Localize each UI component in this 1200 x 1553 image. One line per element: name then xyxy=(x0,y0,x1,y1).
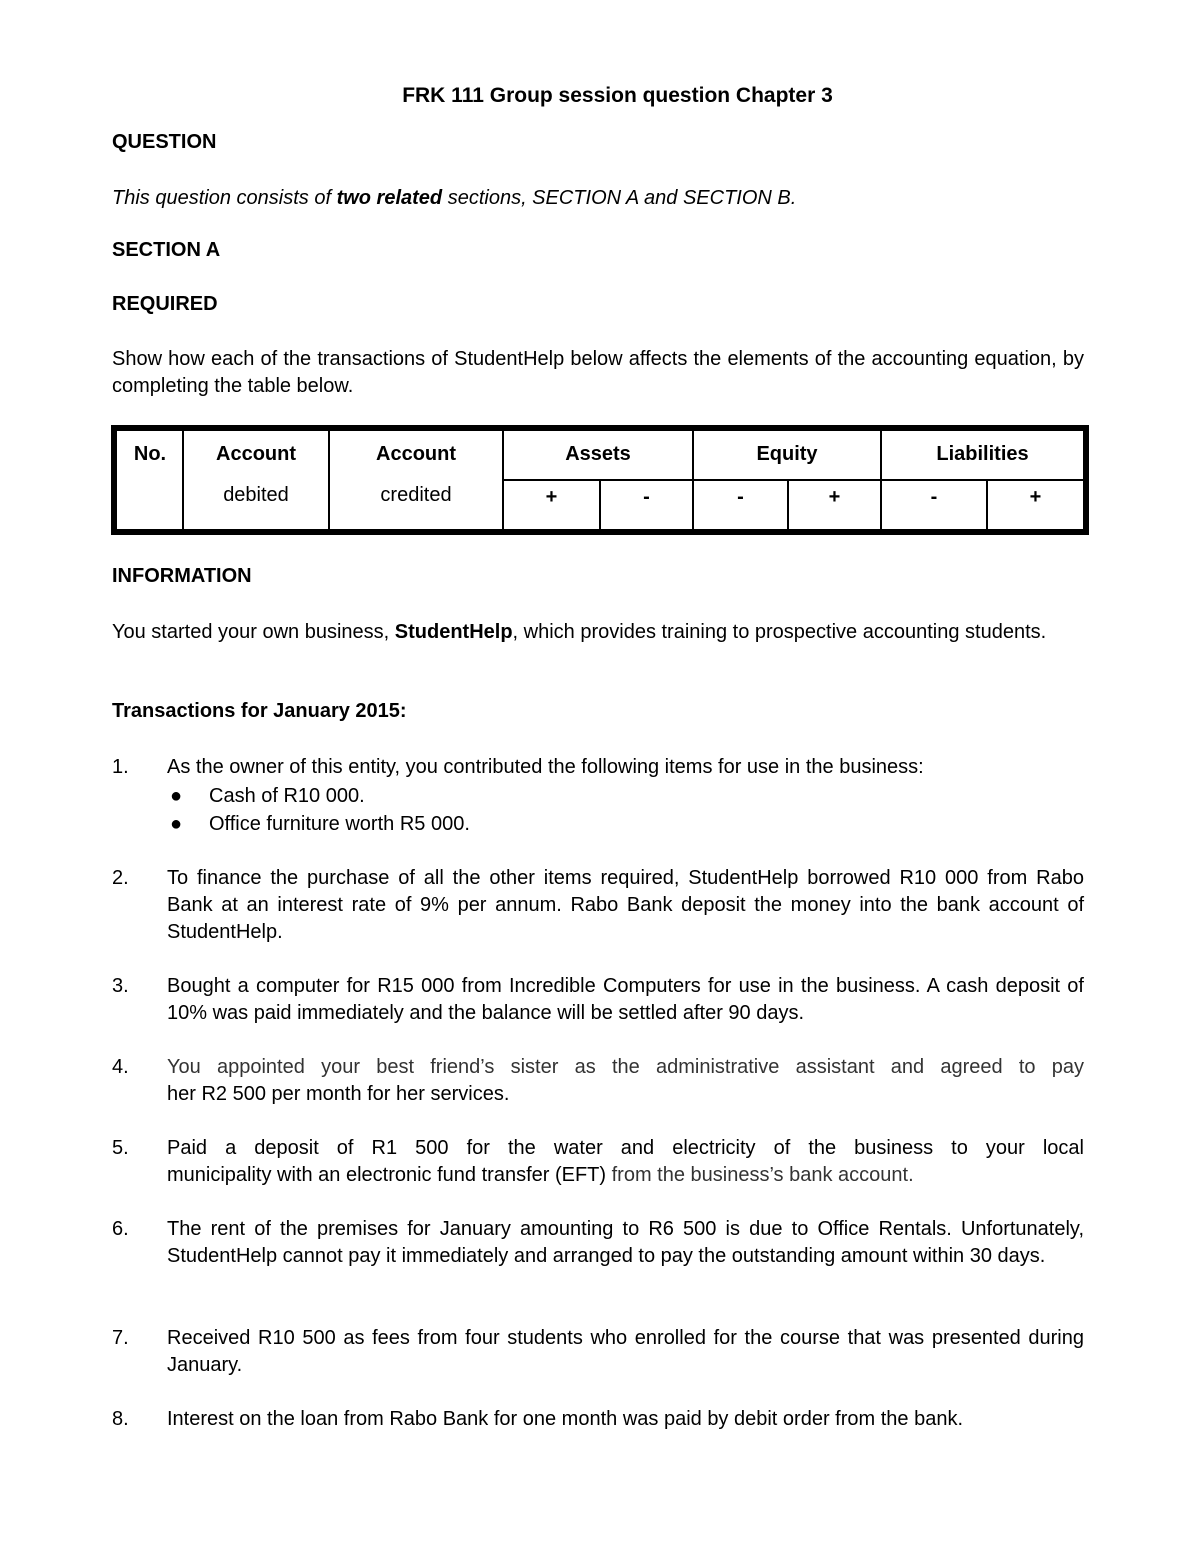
transaction-number: 2. xyxy=(112,867,129,889)
document-title: FRK 111 Group session question Chapter 3 xyxy=(402,84,833,107)
intro-post: sections, SECTION A and SECTION B. xyxy=(442,187,797,209)
header-account-credited-2: credited xyxy=(380,484,452,506)
header-account-debited-2: debited xyxy=(223,484,289,506)
required-text: Show how each of the transactions of StudentHelp below affects the elements of the accounting equation, by completing the table below. xyxy=(112,348,1084,397)
transaction-number: 8. xyxy=(112,1408,129,1430)
transaction-number: 1. xyxy=(112,756,129,778)
intro-pre: This question consists of xyxy=(112,187,337,209)
intro-text xyxy=(112,185,796,212)
header-equity: Equity xyxy=(756,443,818,465)
liabilities-plus: + xyxy=(1029,486,1042,508)
question-heading: QUESTION xyxy=(112,131,217,153)
liabilities-minus: - xyxy=(930,486,938,508)
intro-bold: two related xyxy=(336,187,443,209)
transaction-text: Received R10 500 as fees from four students who enrolled for the course that was presented during January. xyxy=(167,1327,1084,1376)
assets-plus: + xyxy=(545,486,558,508)
header-assets: Assets xyxy=(565,443,631,465)
transaction-text: The rent of the premises for January amounting to R6 500 is due to Office Rentals. Unfortunately, StudentHelp cannot pay it immediately and arranged to pay the outstanding amount within 30 days. xyxy=(167,1218,1084,1267)
bullet-item: Office furniture worth R5 000. xyxy=(209,813,470,835)
header-account-debited-1: Account xyxy=(216,443,296,465)
info-pre: You started your own business, xyxy=(112,621,395,643)
transaction-number: 5. xyxy=(112,1137,129,1159)
section-a-heading: SECTION A xyxy=(112,239,221,261)
assets-minus: - xyxy=(643,486,650,508)
transaction-text: Interest on the loan from Rabo Bank for one month was paid by debit order from the bank. xyxy=(167,1408,964,1430)
required-heading: REQUIRED xyxy=(112,293,218,315)
transaction-text-part: municipality with an electronic fund transfer (EFT) xyxy=(167,1164,612,1186)
transaction-number: 4. xyxy=(112,1056,129,1078)
bullet-icon: ● xyxy=(170,785,183,807)
information-heading: INFORMATION xyxy=(112,565,252,587)
header-liabilities: Liabilities xyxy=(936,443,1029,465)
header-account-credited-1: Account xyxy=(376,443,456,465)
bullet-icon: ● xyxy=(170,813,183,835)
transaction-text: To finance the purchase of all the other items required, StudentHelp borrowed R10 000 from Rabo Bank at an interest rate of 9% per annum. Rabo Bank deposit the money into the bank account of StudentHelp. xyxy=(167,867,1084,943)
header-no: No. xyxy=(133,443,167,465)
transaction-text-cont: her R2 500 per month for her services. xyxy=(167,1083,510,1105)
transaction-text: Paid a deposit of R1 500 for the water and electricity of the business to your local xyxy=(167,1137,1084,1159)
transaction-text: Bought a computer for R15 000 from Incredible Computers for use in the business. A cash deposit of 10% was paid immediately and the balance will be settled after 90 days. xyxy=(167,975,1084,1024)
transaction-text-cont xyxy=(167,1162,1084,1189)
bullet-item: Cash of R10 000. xyxy=(209,785,365,807)
transactions-heading: Transactions for January 2015: xyxy=(112,700,407,722)
info-bold: StudentHelp xyxy=(394,621,513,643)
equity-minus: - xyxy=(737,486,744,508)
transaction-number: 3. xyxy=(112,975,129,997)
transaction-text-part: from the business’s bank account. xyxy=(611,1164,914,1186)
transaction-number: 7. xyxy=(112,1327,129,1349)
transaction-number: 6. xyxy=(112,1218,129,1240)
information-text xyxy=(112,619,1084,646)
info-post: , which provides training to prospective accounting students. xyxy=(512,621,1047,643)
transaction-text: As the owner of this entity, you contributed the following items for use in the business: xyxy=(167,756,924,778)
accounting-equation-table xyxy=(111,425,1089,535)
table-header-divider xyxy=(503,479,1083,481)
equity-plus: + xyxy=(828,486,841,508)
transaction-text: You appointed your best friend’s sister as the administrative assistant and agreed to pay xyxy=(167,1056,1084,1078)
